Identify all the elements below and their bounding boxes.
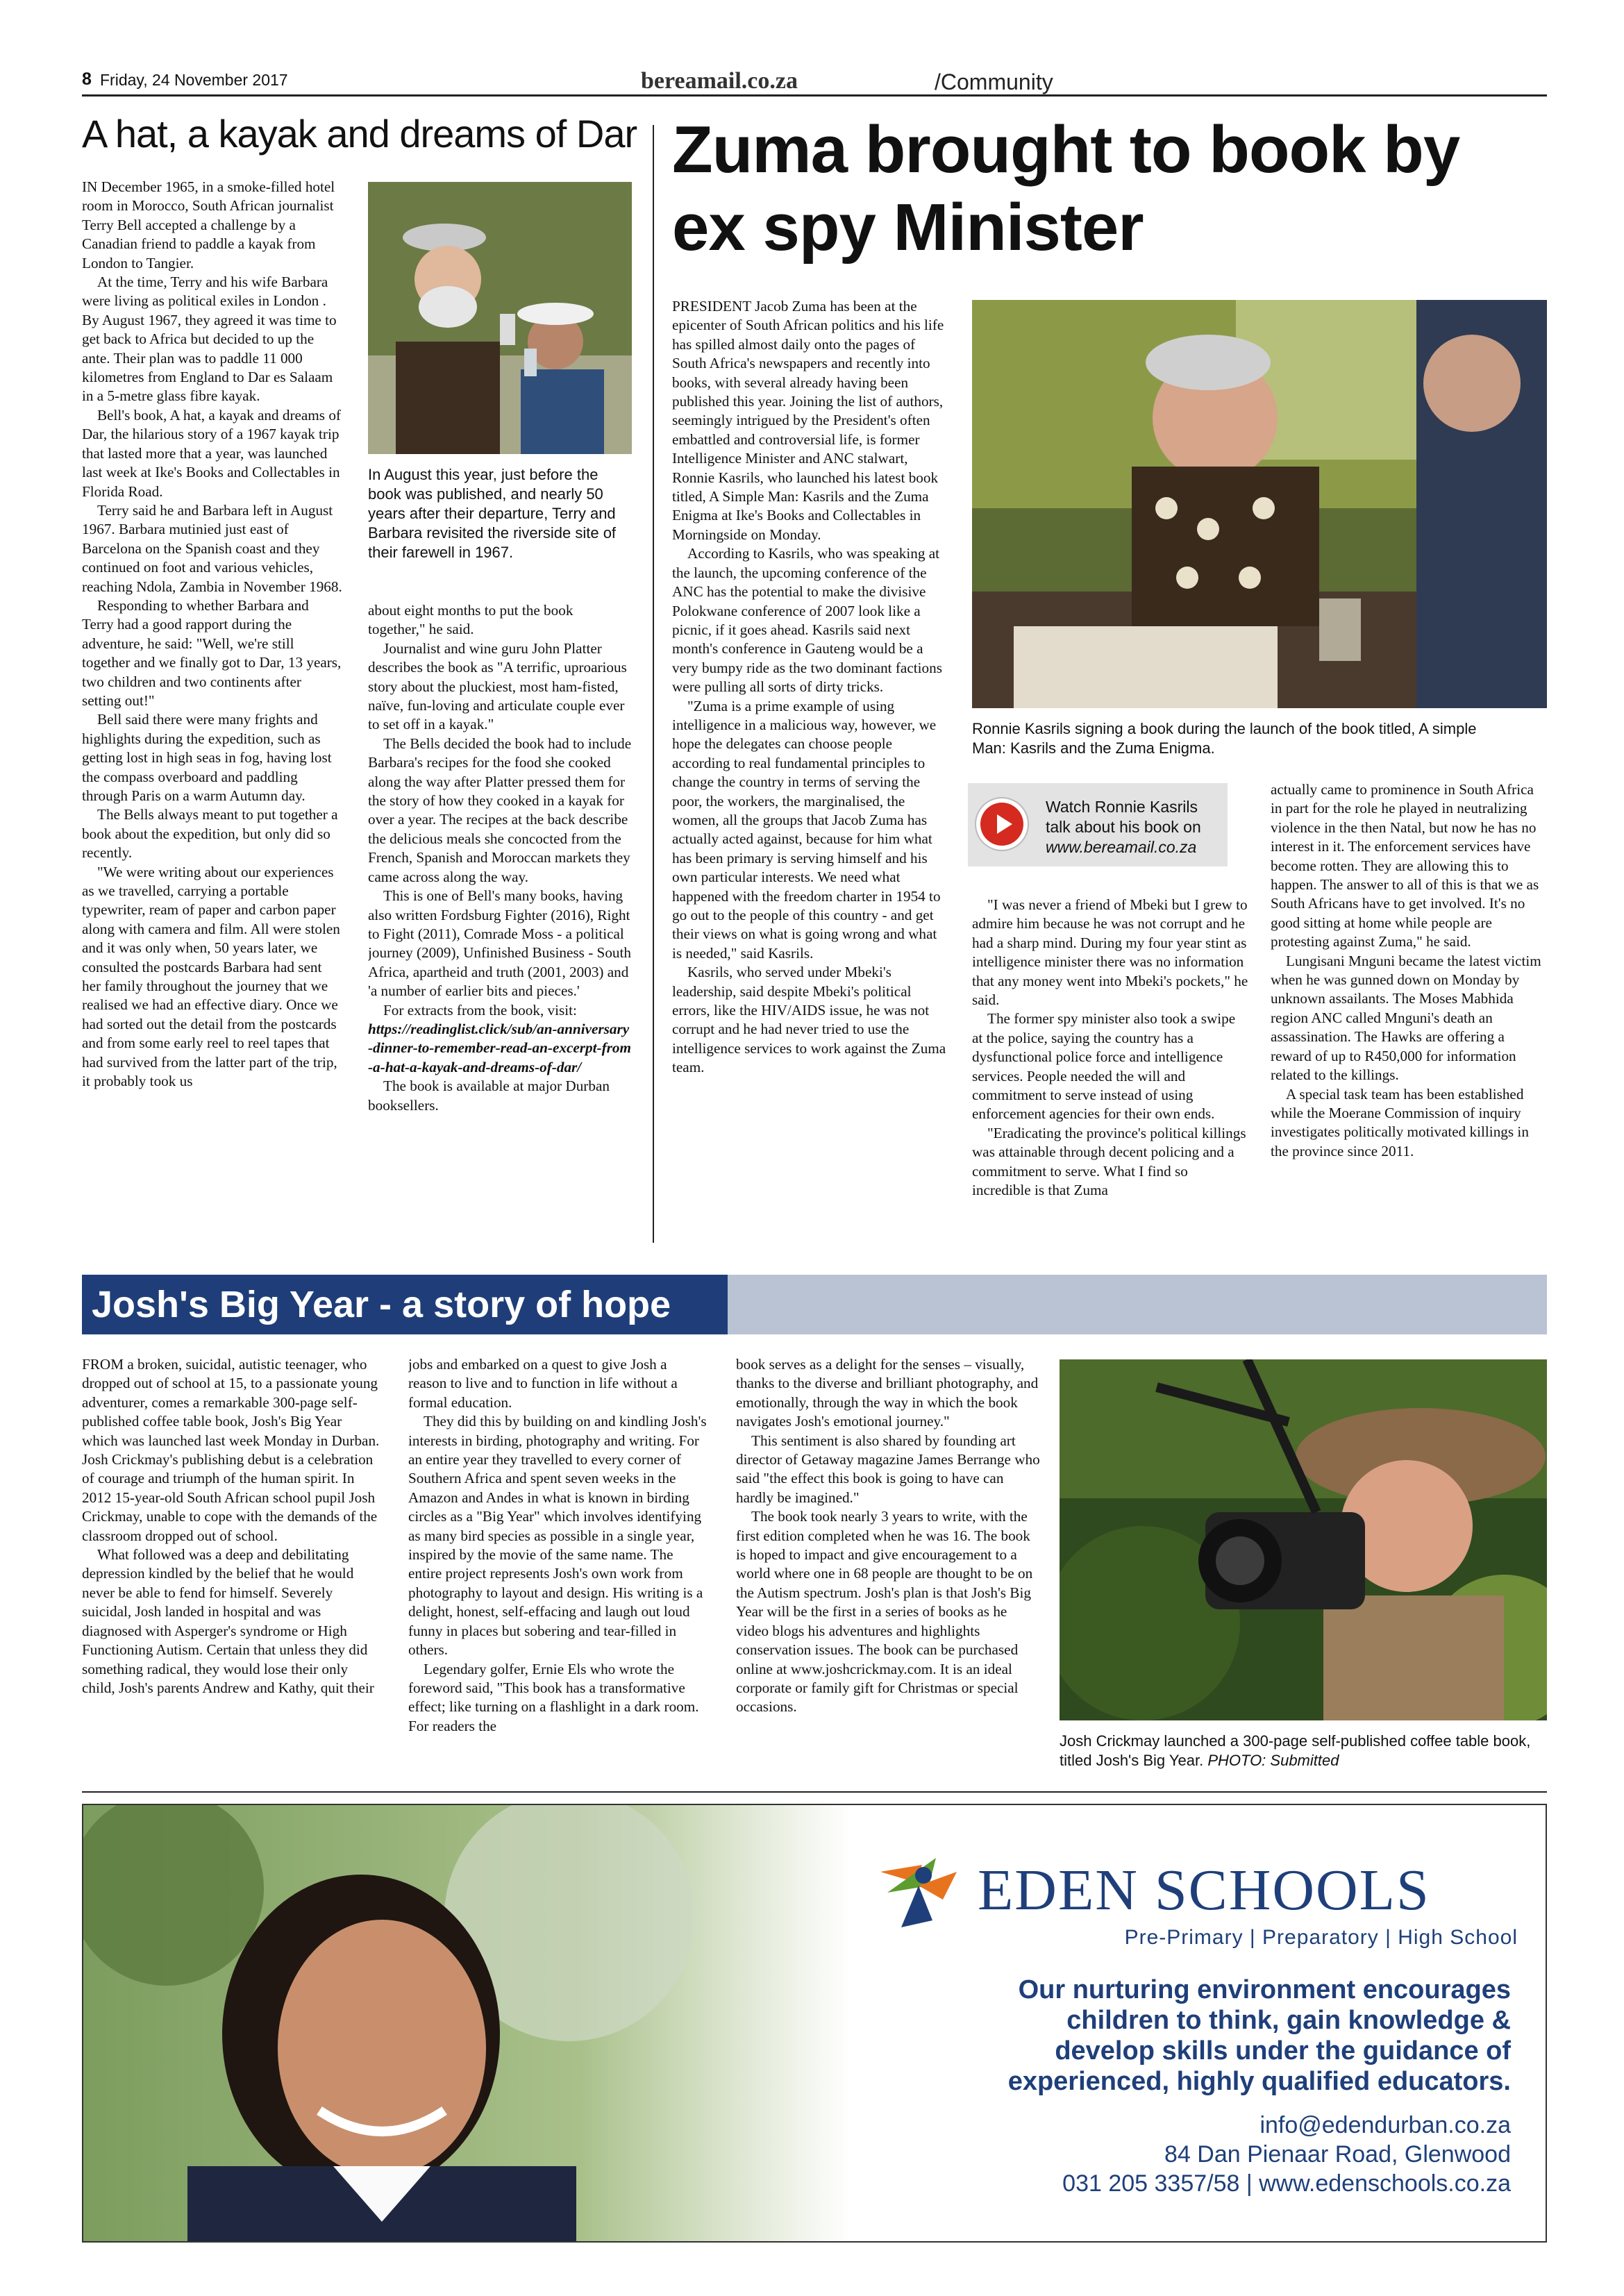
zuma-col1 xyxy=(672,297,950,1248)
column-divider xyxy=(653,125,654,1243)
paragraph: Lungisani Mnguni became the latest victim when he was gunned down on Monday by unknown assailants. The Moses Mabhida region ANC called Mnguni's death an assassination. The Hawks are offering a reward of up to R450,000 for information related to the killings. xyxy=(1271,952,1541,1084)
josh-banner xyxy=(82,1275,1547,1334)
paragraph: "Eradicating the province's political killings was attainable through decent policing and a commitment to serve. What I find so incredible is that Zuma xyxy=(972,1124,1246,1199)
page-number: 8 xyxy=(82,69,92,89)
photo-credit: PHOTO: Submitted xyxy=(1207,1752,1339,1769)
paragraph: "I was never a friend of Mbeki but I grew to admire him because he was not corrupt and he had a sharp mind. During my four year stint as intelligence minister there was no information that any money went into Mbeki's pockets," he said. xyxy=(972,896,1248,1009)
extract-link[interactable]: https://readinglist.click/sub/an-anniversary-dinner-to-remember-read-an-excerpt-from-a-hat-a-kayak-and-dreams-of-dar/ xyxy=(368,1020,631,1075)
pitch-line: experienced, highly qualified educators. xyxy=(1007,2067,1511,2096)
hat-col2 xyxy=(368,601,633,1247)
josh-caption-text: Josh Crickmay launched a 300-page self-published coffee table book, titled Josh's Big Year. xyxy=(1060,1732,1531,1769)
zuma-col2 xyxy=(972,896,1248,1248)
video-promo[interactable] xyxy=(968,783,1228,866)
paragraph: Terry said he and Barbara left in August 1967. Barbara mutinied just east of Barcelona on the Spanish coast and they continued on foot and various vehicles, reaching Ndola, Zambia in November 1968. xyxy=(82,501,342,595)
paragraph: Journalist and wine guru John Platter describes the book as "A terrific, uproarious story about the pluckiest, most ham-fisted, naïve, fun-loving and articulate couple ever to set off in a kayak." xyxy=(368,639,627,733)
video-line: talk about his book on xyxy=(1046,818,1201,836)
section-name: /Community xyxy=(935,69,1053,94)
eden-pitch xyxy=(903,1975,1511,2097)
eden-contact xyxy=(903,2111,1511,2198)
paragraph: Kasrils, who served under Mbeki's leadership, said despite Mbeki's political errors, like the HIV/AIDS issue, he was not corrupt and he had never tried to use the intelligence services to work against the Zuma team. xyxy=(672,964,946,1076)
eden-schools-ad xyxy=(82,1804,1547,2243)
paragraph: about eight months to put the book together," he said. xyxy=(368,602,574,638)
paragraph: PRESIDENT Jacob Zuma has been at the epicenter of South African politics and his life has spilled almost daily onto the pages of South Africa's newspapers and recently into books, with several already having been published this year. Joining the list of authors, seemingly intrigued by the President's often embattled and controversial life, is former Intelligence Minister and ANC stalwart, Ronnie Kasrils, who launched his latest book titled, A Simple Man: Kasrils and the Zuma Enigma at Ike's Books and Collectables in Morningside on Monday. xyxy=(672,298,944,543)
paragraph: jobs and embarked on a quest to give Josh a reason to live and to function in life without a formal education. xyxy=(408,1356,678,1411)
pitch-line: children to think, gain knowledge & xyxy=(1066,2006,1511,2035)
paragraph: "Zuma is a prime example of using intelligence in a malicious way, however, we hope the delegates can choose people according to real fundamental principles to change the country in terms of serving the poor, the workers, the marginalised, the women, all the groups that Jacob Zuma has actually acted against, because for him what has been primary is serving himself and his own particular interests. We need what happened with the freedom charter in 1954 to go out to the people of this country - and get their views on what is going wrong and what is needed," said Kasrils. xyxy=(672,697,941,962)
eden-logo-icon xyxy=(873,1844,964,1934)
paragraph: The Bells always meant to put together a book about the expedition, but only did so recently. xyxy=(82,806,338,862)
paragraph: Responding to whether Barbara and Terry had a good rapport during the adventure, he said: "Well, we're still together and we finally got to Dar, 13 years, two children and two continents after setting out!" xyxy=(82,596,342,709)
eden-email[interactable]: info@edendurban.co.za xyxy=(1259,2112,1511,2138)
josh-col2 xyxy=(408,1355,708,1765)
paragraph: Legendary golfer, Ernie Els who wrote the foreword said, "This book has a transformative effect; like turning on a flashlight in a dark room. For readers the xyxy=(408,1660,699,1734)
video-link[interactable]: www.bereamail.co.za xyxy=(1046,838,1197,856)
hat-headline: A hat, a kayak and dreams of Dar xyxy=(82,112,637,156)
pitch-line: Our nurturing environment encourages xyxy=(1018,1975,1511,2004)
paragraph: According to Kasrils, who was speaking at the launch, the upcoming conference of the ANC has the potential to make the divisive Polokwane conference of 2007 look like a picnic, if it goes ahead. Kasrils said next month's conference in Gauteng would be a very bumpy ride as the two dominant factions were pulling all sorts of dirty tricks. xyxy=(672,545,942,696)
section-rule xyxy=(82,1791,1547,1793)
paragraph: The book is available at major Durban booksellers. xyxy=(368,1078,610,1114)
josh-col1 xyxy=(82,1355,380,1765)
hat-col1 xyxy=(82,178,342,1247)
paragraph: They did this by building on and kindling Josh's interests in birding, photography and writing. For an entire year they travelled to every corner of Southern Africa and spent seven weeks in the Amazon and Andes in what is known in birding circles as a "Big Year" which involves identifying as many bird species as possible in a single year, inspired by the movie of the same name. The entire project represents Josh's own work from photography to layout and design. His writing is a delight, honest, self-effacing and laugh out loud funny in places but sobering and tear-filled in others. xyxy=(408,1413,707,1659)
josh-col3 xyxy=(736,1355,1041,1765)
zuma-headline xyxy=(672,111,1547,267)
josh-photo xyxy=(1060,1359,1547,1720)
play-button-icon[interactable] xyxy=(980,803,1023,846)
paragraph: "We were writing about our experiences as we travelled, carrying a portable typewriter, ream of paper and carbon paper along with camera and film. All were stolen and it was only when, 50 years later, we consulted the postcards Barbara had sent her family throughout the journey that we realised we had an effective diary. Once we had sorted out the detail from the postcards and from some early reel to reel tapes that had survived from the latter part of the trip, it probably took us xyxy=(82,863,340,1090)
terry-barbara-caption: In August this year, just before the book was published, and nearly 50 years after their departure, Terry and Barbara revisited the riverside site of their farewell in 1967. xyxy=(368,466,617,561)
paragraph: At the time, Terry and his wife Barbara were living as political exiles in London . By August 1967, they agreed it was time to get back to Africa but decided to up the ante. Their plan was to paddle 11 000 kilometres from England to Dar es Salaam in a 5-metre glass fibre kayak. xyxy=(82,274,337,405)
site-name[interactable]: bereamail.co.za xyxy=(641,68,798,94)
page-date: Friday, 24 November 2017 xyxy=(100,71,288,89)
paragraph: For extracts from the book, visit: xyxy=(383,1001,577,1019)
paragraph: book serves as a delight for the senses – visually, thanks to the diverse and brilliant photography, and emotionally, through the way in which the book navigates Josh's emotional journey." xyxy=(736,1356,1039,1430)
headline-line: ex spy Minister xyxy=(672,190,1144,265)
page-header xyxy=(82,67,1547,94)
paragraph: Bell's book, A hat, a kayak and dreams of Dar, the hilarious story of a 1967 kayak trip that lasted more that a year, was launched last week at Ike's Books and Collectables in Florida Road. xyxy=(82,406,341,500)
terry-barbara-photo xyxy=(368,182,632,454)
eden-phone-web[interactable]: 031 205 3357/58 | www.edenschools.co.za xyxy=(1062,2170,1511,2197)
eden-tagline: Pre-Primary | Preparatory | High School xyxy=(1124,1926,1518,1949)
eden-brand: EDEN SCHOOLS xyxy=(978,1858,1430,1922)
paragraph: This is one of Bell's many books, having also written Fordsburg Fighter (2016), Right to Fight (2011), Comrade Moss - a political journey (2009), Unfinished Business - South Africa, apartheid and truth (2001, 2003) and 'a number of earlier bits and pieces.' xyxy=(368,887,631,1000)
paragraph: The Bells decided the book had to include Barbara's recipes for the food she cooked along the way after Platter pressed them for the story of how they cooked in a kayak for over a year. The recipes at the back describe the delicious meals she concocted from the French, Spanish and Moroccan markets they came across along the way. xyxy=(368,735,632,885)
paragraph: IN December 1965, in a smoke-filled hotel room in Morocco, South African journalist Terry Bell accepted a challenge by a Canadian friend to paddle a kayak from London to Tangier. xyxy=(82,178,335,271)
paragraph: A special task team has been established while the Moerane Commission of inquiry investigates politically motivated killings in the province since 2011. xyxy=(1271,1085,1529,1159)
paragraph: This sentiment is also shared by founding art director of Getaway magazine James Berrange who said "the effect this book is going to have can hardly be imagined." xyxy=(736,1432,1040,1506)
paragraph: actually came to prominence in South Africa in part for the role he played in neutralizing violence in the then Natal, but now he has no interest in it. The enforcement services have become rotten. They are allowing this to happen. The answer to all of this is that we as South Africans have to get involved. It's no good sitting at home while people are protesting against Zuma," he said. xyxy=(1271,781,1539,950)
eden-address: 84 Dan Pienaar Road, Glenwood xyxy=(1164,2141,1511,2168)
paragraph: What followed was a deep and debilitating depression kindled by the belief that he would never be able to fend for himself. Severely suicidal, Josh landed in hospital and was diagnosed with Asperger's syndrome or High Functioning Autism. Certain that unless they did something radical, they would lose their only child, Josh's parents Andrew and Kathy, quit their xyxy=(82,1546,374,1696)
header-rule xyxy=(82,94,1547,97)
pitch-line: develop skills under the guidance of xyxy=(1055,2036,1511,2065)
video-promo-text xyxy=(1046,797,1226,857)
headline-line: Zuma brought to book by xyxy=(672,112,1460,187)
student-photo xyxy=(83,1805,986,2241)
paragraph: FROM a broken, suicidal, autistic teenager, who dropped out of school at 15, to a passionate young adventurer, comes a remarkable 300-page self-published coffee table book, Josh's Big Year which was launched last week Monday in Durban. Josh Crickmay's publishing debut is a celebration of courage and triumph of the human spirit. In 2012 15-year-old South African school pupil Josh Crickmay, unable to cope with the demands of the classroom dropped out of school. xyxy=(82,1356,380,1544)
josh-caption xyxy=(1060,1732,1539,1770)
zuma-col3 xyxy=(1271,780,1547,1248)
video-line: Watch Ronnie Kasrils xyxy=(1046,798,1198,816)
kasrils-caption: Ronnie Kasrils signing a book during the launch of the book titled, A simple Man: Kasrils and the Zuma Enigma. xyxy=(972,720,1477,757)
josh-banner-title: Josh's Big Year - a story of hope xyxy=(82,1275,728,1334)
paragraph: The book took nearly 3 years to write, with the first edition completed when he was 16. The book is hoped to impact and give encouragement to a world where one in 68 people are thought to be on the Autism spectrum. Josh's plan is that Josh's Big Year will be the first in a series of books as he video blogs his adventures and highlights conservation issues. The book can be purchased online at www.joshcrickmay.com. It is an ideal corporate or family gift for Christmas or special occasions. xyxy=(736,1508,1033,1716)
paragraph: Bell said there were many frights and highlights during the expedition, such as getting lost in high seas in fog, having lost the compass overboard and paddling through Paris on a warm Autumn day. xyxy=(82,711,332,804)
kasrils-photo xyxy=(972,300,1547,708)
paragraph: The former spy minister also took a swipe at the police, saying the country has a dysfunctional police force and intelligence services. People needed the will and commitment to serve instead of using enforcement agencies for their own ends. xyxy=(972,1010,1236,1123)
